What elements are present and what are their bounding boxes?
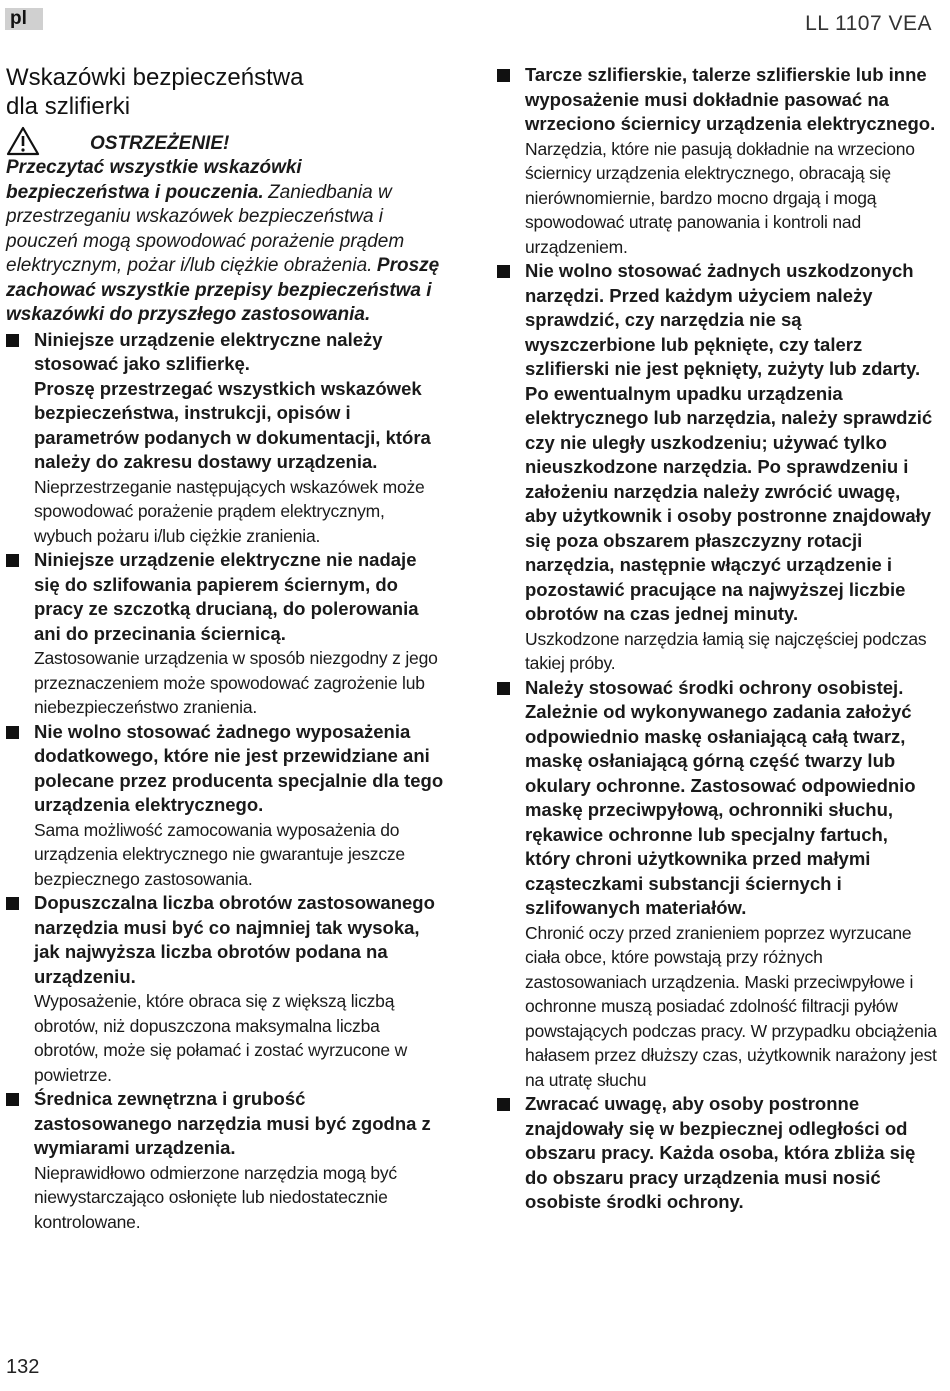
list-item bbox=[497, 676, 937, 1093]
item-body: Narzędzia, które nie pasują dokładnie na wrzeciono ściernicy urządzenia elektrycznego, obracają się nierównomiernie, bardzo mocno drgają i mogą spowodować utratę panowania i kontroli nad urządzeniem. bbox=[525, 138, 915, 257]
warning-bold: Przeczytać wszystkie wskazówki bezpieczeństwa i pouczenia. bbox=[6, 157, 302, 203]
section-title-line1: Wskazówki bezpieczeństwa bbox=[6, 64, 304, 91]
bullet-square-icon bbox=[6, 334, 19, 347]
item-heading: Średnica zewnętrzna i grubość zastosowanego narzędzia musi być zgodna z wymiarami urządzenia. bbox=[34, 1088, 431, 1158]
warning-paragraph bbox=[6, 156, 446, 328]
item-body: Sama możliwość zamocowania wyposażenia do urządzenia elektrycznego nie gwarantuje jeszcze bezpiecznego zastosowania. bbox=[34, 819, 405, 889]
bullet-square-icon bbox=[497, 69, 510, 82]
section-title-line2: dla szlifierki bbox=[6, 93, 131, 120]
bullet-square-icon bbox=[6, 554, 19, 567]
item-heading: Niniejsze urządzenie elektryczne nie nadaje się do szlifowania papierem ściernym, do pracy ze szczotką drucianą, do polerowania ani do przecinania ściernicą. bbox=[34, 549, 419, 644]
bullet-square-icon bbox=[6, 726, 19, 739]
warning-text: Zaniedbania w przestrzeganiu wskazówek bezpieczeństwa i pouczeń mogą spowodować porażenie prądem elektrycznym, pożar i/lub ciężkie obrażenia. bbox=[6, 181, 405, 276]
item-heading: Zwracać uwagę, aby osoby postronne znajdowały się w bezpiecznej odległości od obszaru pracy. Każda osoba, która zbliża się do obszaru pracy urządzenia musi nosić osobiste środki ochrony. bbox=[525, 1093, 916, 1212]
item-heading: Tarcze szlifierskie, talerze szlifierskie lub inne wyposażenie musi dokładnie pasować na wrzeciono ściernicy urządzenia elektrycznego. bbox=[525, 64, 936, 134]
bullet-square-icon bbox=[497, 682, 510, 695]
item-body: Nieprawidłowo odmierzone narzędzia mogą być niewystarczająco osłonięte lub niedostatecznie kontrolowane. bbox=[34, 1162, 397, 1232]
warning-bold-2: Proszę zachować wszystkie przepisy bezpieczeństwa i wskazówki do przyszłego zastosowania. bbox=[6, 255, 440, 325]
left-column bbox=[6, 63, 446, 1234]
warning-triangle-icon bbox=[6, 126, 40, 156]
model-number: LL 1107 VEA bbox=[805, 12, 932, 35]
warning-title: OSTRZEŻENIE! bbox=[90, 133, 230, 154]
item-body: Uszkodzone narzędzia łamią się najczęściej podczas takiej próby. bbox=[525, 628, 927, 673]
item-body: Chronić oczy przed zranieniem poprzez wyrzucane ciała obce, które powstają przy różnych zastosowaniach urządzenia. Maski przeciwpyłowe i ochronne muszą posiadać zdolność filtracji pyłów powstających podczas pracy. W przypadku obciążenia hałasem przez dłuższy czas, użytkownik narażony jest na utratę słuchu bbox=[525, 922, 937, 1090]
warning-heading bbox=[6, 125, 446, 156]
list-item bbox=[6, 548, 446, 720]
list-item bbox=[6, 1087, 446, 1234]
bullet-square-icon bbox=[497, 1098, 510, 1111]
list-item bbox=[497, 259, 937, 676]
list-item bbox=[6, 328, 446, 549]
item-body: Zastosowanie urządzenia w sposób niezgodny z jego przeznaczeniem może spowodować zagrożenie lub niebezpieczeństwo zranienia. bbox=[34, 648, 438, 717]
page-number: 132 bbox=[6, 1356, 40, 1378]
item-heading: Nie wolno stosować żadnych uszkodzonych narzędzi. Przed każdym użyciem należy sprawdzić, czy narzędzia nie są wyszczerbione lub pęknięte, czy talerz szlifierski nie jest pęknięty, zużyty lub zdarty. Po ewentualnym upadku urządzenia elektrycznego lub narzędzia, należy sprawdzić czy nie uległy uszkodzeniu; używać tylko nieuszkodzone narzędzia. Po sprawdzeniu i założeniu narzędzia należy zwrócić uwagę, aby użytkownik i osoby postronne znajdowały się poza obszarem płaszczyzny rotacji narzędzia, następnie włączyć urządzenie i pozostawić pracujące na najwyższej liczbie obrotów na czas jednej minuty. bbox=[525, 260, 933, 624]
item-heading: Należy stosować środki ochrony osobistej. Zależnie od wykonywanego zadania założyć odpowiednio maskę osłaniającą całą twarz, maskę osłaniającą górną część twarzy lub okulary ochronne. Zastosować odpowiednio maskę przeciwpyłową, ochronniki słuchu, rękawice ochronne lub specjalny fartuch, który chroni użytkownika przed małymi cząsteczkami substancji ściernych i szlifowanych materiałów. bbox=[525, 676, 916, 918]
list-item bbox=[497, 1092, 937, 1215]
bullet-square-icon bbox=[6, 897, 19, 910]
list-item bbox=[6, 720, 446, 892]
item-heading: Dopuszczalna liczba obrotów zastosowanego narzędzia musi być co najmniej tak wysoka, jak najwyższa liczba obrotów podana na urządzeniu. bbox=[34, 892, 435, 987]
item-body: Nieprzestrzeganie następujących wskazówek może spowodować porażenie prądem elektrycznym, wybuch pożaru i/lub ciężkie zranienia. bbox=[34, 476, 425, 546]
list-item bbox=[497, 63, 937, 259]
language-badge: pl bbox=[5, 8, 43, 30]
bullet-square-icon bbox=[497, 265, 510, 278]
right-column bbox=[497, 63, 937, 1215]
item-heading: Niniejsze urządzenie elektryczne należy stosować jako szlifierkę. bbox=[34, 328, 383, 374]
item-heading: Nie wolno stosować żadnego wyposażenia dodatkowego, które nie jest przewidziane ani polecane przez producenta specjalnie dla tego urządzenia elektrycznego. bbox=[34, 720, 444, 815]
bullet-square-icon bbox=[6, 1093, 19, 1106]
section-title bbox=[6, 63, 446, 121]
item-heading-2: Proszę przestrzegać wszystkich wskazówek bezpieczeństwa, instrukcji, opisów i parametrów podanych w dokumentacji, która należy do zakresu dostawy urządzenia. bbox=[34, 377, 431, 472]
item-body: Wyposażenie, które obraca się z większą liczbą obrotów, niż dopuszczona maksymalna liczba obrotów, może się połamać i zostać wyrzucone w powietrze. bbox=[34, 991, 408, 1085]
list-item bbox=[6, 891, 446, 1087]
